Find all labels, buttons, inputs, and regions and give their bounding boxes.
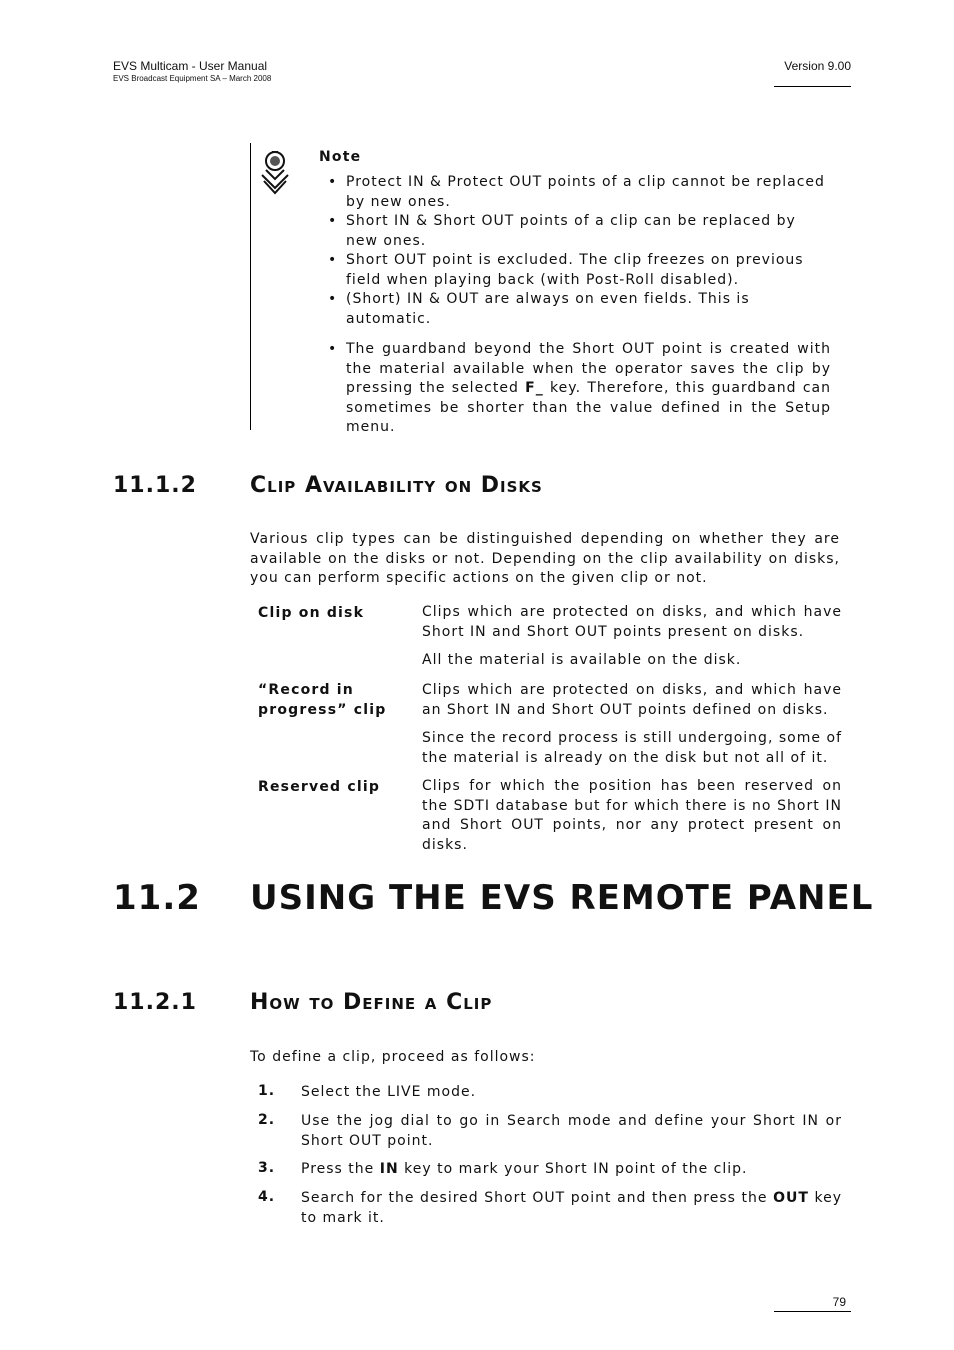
section-title: How to Define a Clip <box>250 990 493 1015</box>
definition-desc: Clips for which the position has been reserved on the SDTI database but for which there is no Short IN and Short OUT points, nor any protect present on disks. <box>422 778 842 853</box>
note-item: • (Short) IN & OUT are always on even fields. This is automatic. <box>326 290 831 329</box>
step-text <box>301 1189 842 1228</box>
step-text-part: key to mark your Short IN point of the clip. <box>398 1161 748 1177</box>
step-number: 1. <box>258 1083 276 1099</box>
section-intro: To define a clip, proceed as follows: <box>250 1049 536 1065</box>
definition-desc: Clips which are protected on disks, and which have an Short IN and Short OUT points defined on disks. <box>422 682 842 718</box>
note-side-bar <box>250 143 251 430</box>
publisher-date: EVS Broadcast Equipment SA – March 2008 <box>113 74 272 83</box>
out-key-label: OUT <box>773 1190 809 1206</box>
note-hand-icon <box>256 148 294 196</box>
page-number: 79 <box>832 1295 846 1309</box>
chapter-title: USING THE EVS REMOTE PANEL <box>250 878 874 918</box>
header-divider <box>774 86 851 87</box>
footer-divider <box>774 1311 851 1312</box>
definition-desc: Since the record process is still undergoing, some of the material is already on the disk but not all of it. <box>422 730 842 766</box>
note-list <box>326 173 831 438</box>
note-item: • Protect IN & Protect OUT points of a clip cannot be replaced by new ones. <box>326 173 831 212</box>
chapter-number: 11.2 <box>113 878 201 918</box>
definition-desc: Clips which are protected on disks, and which have Short IN and Short OUT points present on disks. <box>422 604 842 640</box>
section-title: Clip Availability on Disks <box>250 473 543 498</box>
step-number: 3. <box>258 1160 276 1176</box>
step-text <box>301 1160 842 1180</box>
definition-term: Clip on disk <box>258 605 365 621</box>
section-intro: Various clip types can be distinguished depending on whether they are available on the disks or not. Depending on the clip availability on disks, you can perform specific actions on the given clip or not. <box>250 531 840 586</box>
step-text-part: key to mark it. <box>301 1190 842 1226</box>
section-number: 11.1.2 <box>113 473 197 498</box>
step-text: Use the jog dial to go in Search mode and define your Short IN or Short OUT point. <box>301 1113 842 1149</box>
definition-term: Reserved clip <box>258 779 381 795</box>
step-text-part: Press the <box>301 1161 380 1177</box>
step-text-part: Search for the desired Short OUT point and then press the <box>301 1190 774 1206</box>
step-number: 4. <box>258 1189 276 1205</box>
note-item: • Short OUT point is excluded. The clip freezes on previous field when playing back (with Post-Roll disabled). <box>326 251 831 290</box>
manual-title: EVS Multicam - User Manual <box>113 59 268 73</box>
definition-term: “Record in progress” clip <box>258 682 387 718</box>
version-label: Version 9.00 <box>784 59 851 73</box>
note-item-guardband <box>326 340 831 438</box>
definition-desc: All the material is available on the disk. <box>422 652 742 668</box>
section-number: 11.2.1 <box>113 990 197 1015</box>
step-number: 2. <box>258 1112 276 1128</box>
in-key-label: IN <box>379 1161 399 1177</box>
note-item: • Short IN & Short OUT points of a clip can be replaced by new ones. <box>326 212 831 251</box>
f-key-label: F_ <box>525 380 544 396</box>
note-text: The guardband beyond the Short OUT point is created with the material available when the operator saves the clip by pressing the selected <box>346 341 831 396</box>
note-title: Note <box>319 149 362 165</box>
note-text: key. Therefore, this guardband can sometimes be shorter than the value defined in the Setup menu. <box>346 380 831 435</box>
step-text: Select the LIVE mode. <box>301 1084 477 1100</box>
